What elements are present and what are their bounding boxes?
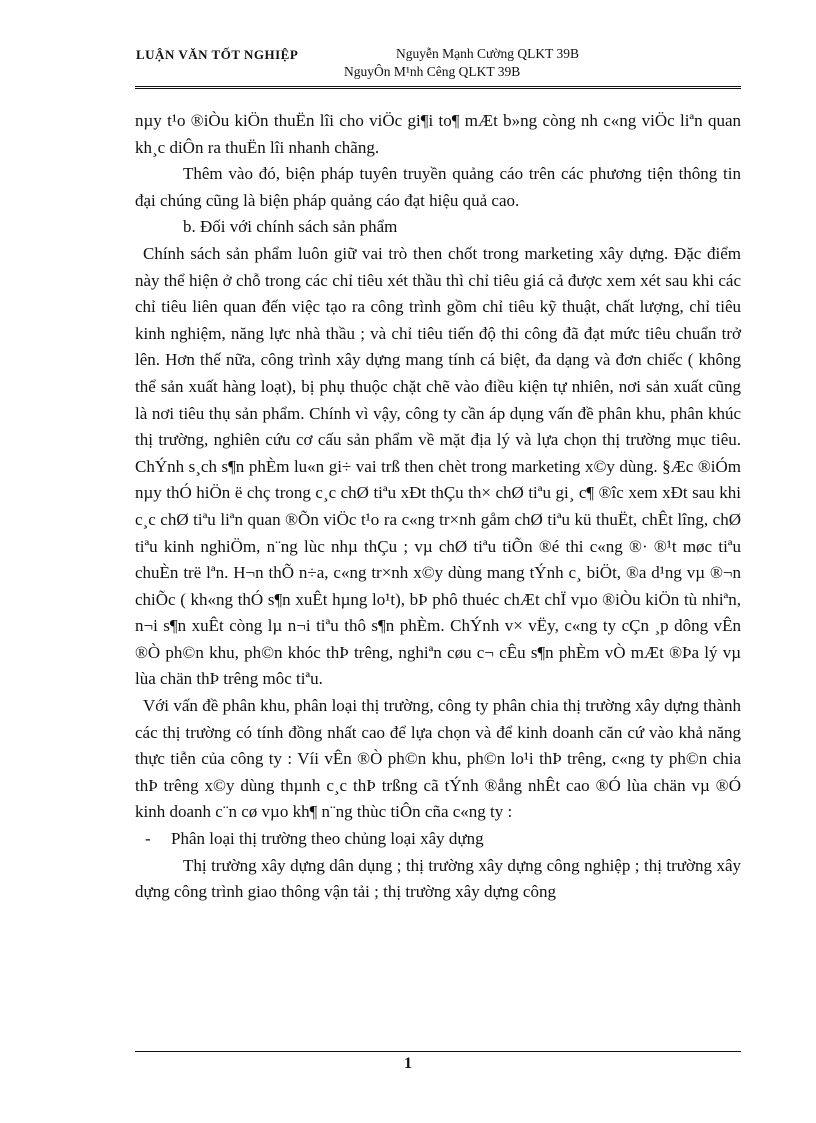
document-body [135,108,741,906]
header-author-line-legacy: NguyÔn M¹nh Cêng QLKT 39B [344,64,521,79]
footer-divider [135,1051,741,1052]
header-author-line: Nguyễn Mạnh Cường QLKT 39B [396,46,579,61]
paragraph: Thị trường xây dựng dân dụng ; thị trường xây dựng công nghiệp ; thị trường xây dựng công trình giao thông vận tải ; thị trường xây dựng công [135,855,741,902]
bullet-dash: - [145,829,151,849]
bullet-item [135,826,741,853]
header-divider [135,86,741,89]
page-number: 1 [404,1055,412,1072]
section-heading: b. Đối với chính sách sản phẩm [183,217,398,237]
paragraph: Thêm vào đó, biện pháp tuyên truyền quảng cáo trên các phương tiện thông tin đại chúng cũng là biện pháp quảng cáo đạt hiệu quả cao. [135,164,741,210]
header-thesis-label: LUẬN VĂN TỐT NGHIỆP [136,47,299,62]
paragraph: Với vấn đề phân khu, phân loại thị trường, công ty phân chia thị trường xây dựng thành các thị trường có tính đồng nhất cao để lựa chọn và để kinh doanh căn cứ vào khả năng thực tiễn của công ty : Víi vÊn ®Ò ph©n khu, ph©n lo¹i thÞ trêng, c«ng ty ph©n chia thÞ trêng x©y dùng thµnh c¸c thÞ trßng cã tÝnh ®ång nhÊt cao ®Ó lùa chän vµ ®Ó kinh doanh c¨n cø vµo kh¶ n¨ng thùc tiÔn cña c«ng ty : [135,696,741,822]
paragraph: Chính sách sản phẩm luôn giữ vai trò then chốt trong marketing xây dựng. Đặc điểm này thể hiện ở chỗ trong các chỉ tiêu xét thầu thì chỉ tiêu giá cả được xem xét sau khi các chỉ tiêu liên quan đến việc tạo ra công trình gồm chỉ tiêu kỹ thuật, chất lượng, chỉ tiêu kinh nghiệm, năng lực nhà thầu ; và chỉ tiêu tiến độ thi công đã đạt mức tiêu chuẩn trở lên. Hơn thế nữa, công trình xây dựng mang tính cá biệt, đa dạng và đơn chiếc ( không thể sản xuất hàng loạt), bị phụ thuộc chặt chẽ vào điều kiện tự nhiên, nơi sản xuất cũng là nơi tiêu thụ sản phẩm. Chính vì vậy, công ty cần áp dụng vấn đề phân khu, phân khúc thị trường, nghiên cứu cơ cấu sản phẩm về mặt địa lý và lựa chọn thị trường mục tiêu. ChÝnh s¸ch s¶n phÈm lu«n gi÷ vai trß then chèt trong marketing x©y dùng. §Æc ®iÓm nµy thÓ hiÖn ë chç trong c¸c chØ tiªu xÐt thÇu th× chØ tiªu gi¸ c¶ ®îc xem xÐt sau khi c¸c chØ tiªu liªn quan ®Õn viÖc t¹o ra c«ng tr×nh gåm chØ tiªu kü thuËt, chÊt lîng, chØ tiªu kinh nghiÖm, n¨ng lùc nhµ thÇu ; vµ chØ tiªu tiÕn ®é thi c«ng ®· ®¹t møc tiªu chuÈn trë lªn. H¬n thÕ n÷a, c«ng tr×nh x©y dùng mang tÝnh c¸ biÖt, ®a d¹ng vµ ®¬n chiÕc ( kh«ng thÓ s¶n xuÊt hµng lo¹t), bÞ phô thuéc chÆt chÏ vµo ®iÒu kiÖn tù nhiªn, n¬i s¶n xuÊt còng lµ n¬i tiªu thô s¶n phÈm. ChÝnh v× vËy, c«ng ty cÇn ¸p dông vÊn ®Ò ph©n khu, ph©n khóc thÞ trêng, nghiªn cøu c¬ cÊu s¶n phÈm vÒ mÆt ®Þa lý vµ lùa chän thÞ trêng môc tiªu. [135,243,741,689]
paragraph: nµy t¹o ®iÒu kiÖn thuËn lîi cho viÖc gi¶i to¶ mÆt b»ng còng nh c«ng viÖc liªn quan kh¸c diÔn ra thuËn lîi nhanh chãng. [135,111,741,157]
bullet-text: Phân loại thị trường theo chủng loại xây dựng [171,829,484,849]
